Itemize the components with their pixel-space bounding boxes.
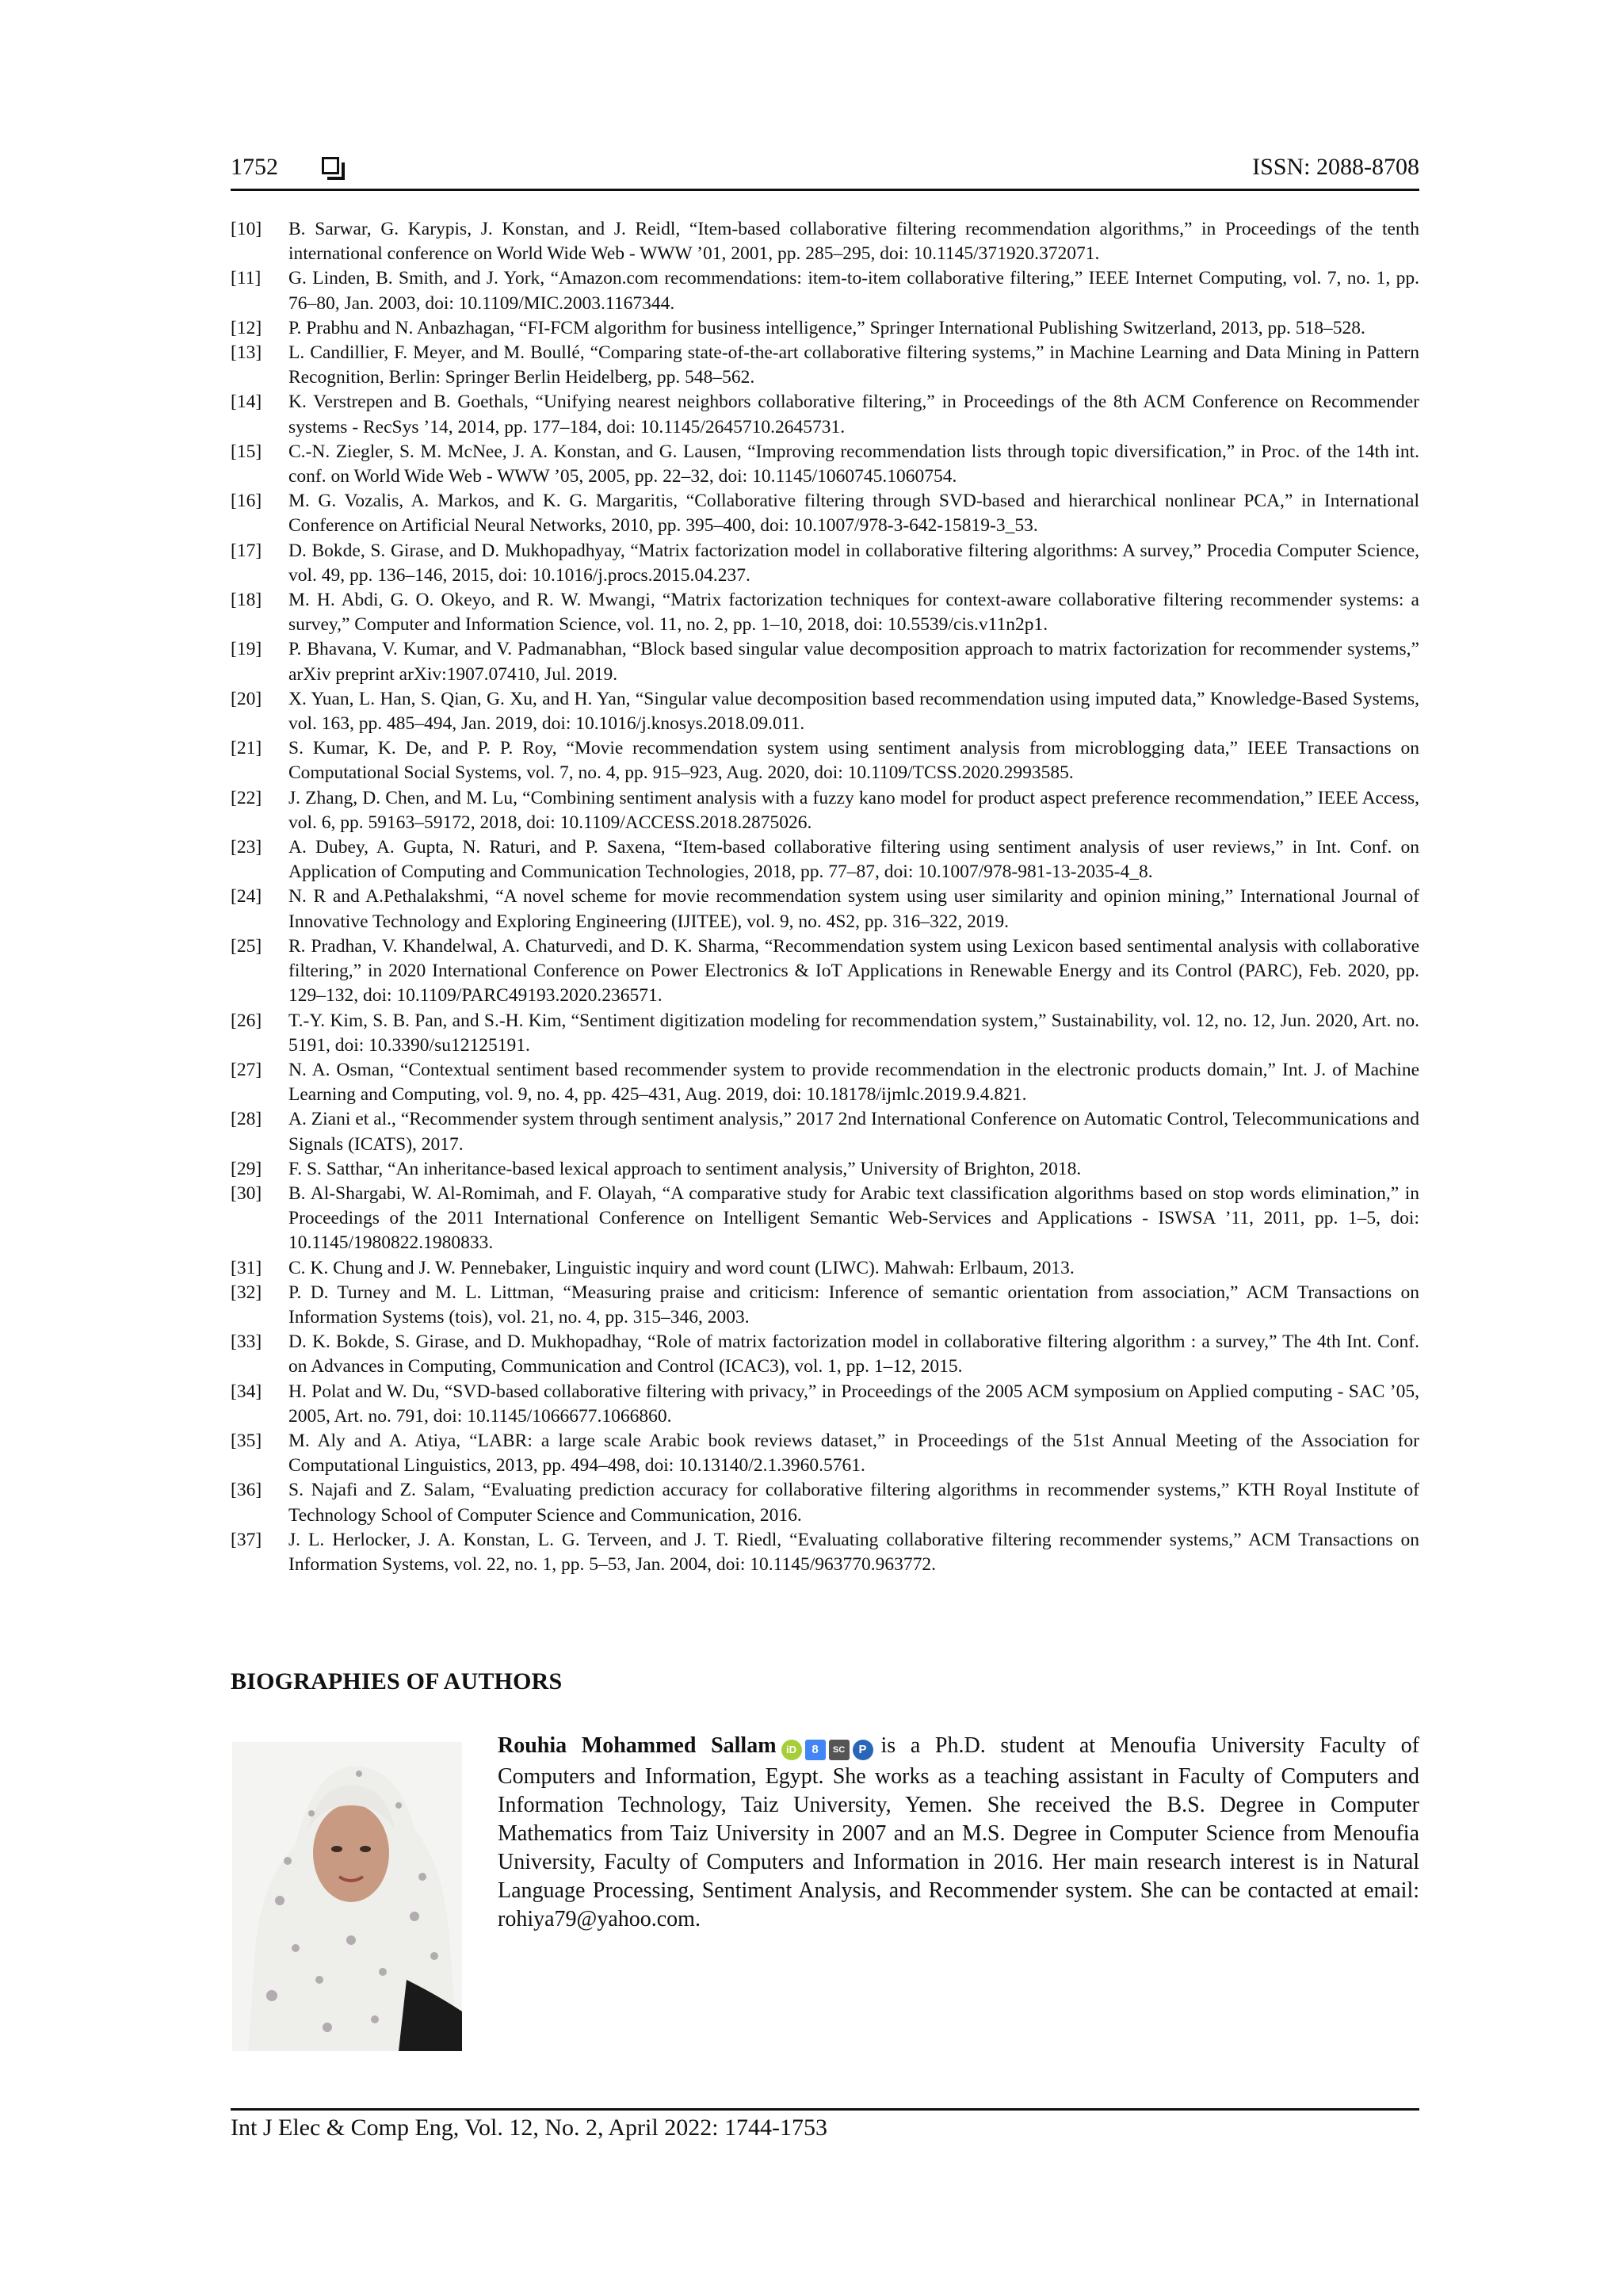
reference-text: B. Al-Shargabi, W. Al-Romimah, and F. Olayah, “A comparative study for Arabic text classification algorithms based on stop words elimination,” in Proceedings of the 2011 International Conference on Intelligent Semantic Web-Services and Applications - ISWSA ’11, 2011, pp. 1–5, doi: 10.1145/1980822.1980833. [288, 1182, 1419, 1254]
reference-text: P. Bhavana, V. Kumar, and V. Padmanabhan, “Block based singular value decomposition approach to matrix factorization for recommender systems,” arXiv preprint arXiv:1907.07410, Jul. 2019. [288, 639, 1419, 685]
reference-item [231, 884, 1419, 934]
reference-item [231, 1107, 1419, 1156]
reference-item [231, 1528, 1419, 1577]
reference-item [231, 489, 1419, 538]
reference-item [231, 1058, 1419, 1107]
orcid-icon[interactable]: iD [781, 1740, 802, 1760]
page-number: 1752 [231, 154, 278, 180]
google-scholar-icon[interactable]: 8 [805, 1740, 826, 1760]
reference-number: [24] [231, 886, 262, 907]
reference-item [231, 266, 1419, 315]
reference-item [231, 341, 1419, 390]
reference-number: [12] [231, 317, 262, 338]
reference-item [231, 316, 1419, 341]
reference-number: [20] [231, 688, 262, 709]
scopus-icon[interactable]: SC [829, 1740, 850, 1760]
reference-text: D. K. Bokde, S. Girase, and D. Mukhopadhay, “Role of matrix factorization model in collaborative filtering algorithm : a survey,” The 4th Int. Conf. on Advances in Computing, Communication and Control (ICAC3), vol. 1, pp. 1–12, 2015. [288, 1331, 1419, 1377]
reference-item [231, 1429, 1419, 1478]
biographies-heading: BIOGRAPHIES OF AUTHORS [231, 1668, 563, 1694]
author-biography [498, 1732, 1419, 1934]
reference-number: [11] [231, 268, 262, 289]
footer-citation: Int J Elec & Comp Eng, Vol. 12, No. 2, April 2022: 1744-1753 [231, 2115, 828, 2141]
reference-text: P. D. Turney and M. L. Littman, “Measuring praise and criticism: Inference of semantic orientation from association,” ACM Transactions on Information Systems (tois), vol. 21, no. 4, pp. 315–346, 2003. [288, 1282, 1419, 1328]
reference-number: [28] [231, 1109, 262, 1130]
reference-number: [14] [231, 392, 262, 413]
reference-number: [32] [231, 1282, 262, 1303]
reference-item [231, 390, 1419, 439]
reference-number: [15] [231, 441, 262, 462]
reference-item [231, 1256, 1419, 1281]
reference-text: K. Verstrepen and B. Goethals, “Unifying nearest neighbors collaborative filtering,” in Proceedings of the 8th ACM Conference on Recommender systems - RecSys ’14, 2014, pp. 177–184, doi: 10.1145/2645710.2645731. [288, 392, 1419, 437]
reference-item [231, 217, 1419, 266]
reference-item [231, 1157, 1419, 1182]
reference-number: [16] [231, 491, 262, 512]
reference-text: J. L. Herlocker, J. A. Konstan, L. G. Terveen, and J. T. Riedl, “Evaluating collaborative filtering recommender systems,” ACM Transactions on Information Systems, vol. 22, no. 1, pp. 5–53, Jan. 2004, doi: 10.1145/963770.963772. [288, 1529, 1419, 1575]
reference-number: [10] [231, 219, 262, 239]
reference-text: H. Polat and W. Du, “SVD-based collaborative filtering with privacy,” in Proceedings of the 2005 ACM symposium on Applied computing - SAC ’05, 2005, Art. no. 791, doi: 10.1145/1066677.1066860. [288, 1381, 1419, 1427]
reference-number: [13] [231, 342, 262, 364]
reference-item [231, 1478, 1419, 1527]
reference-text: A. Ziani et al., “Recommender system through sentiment analysis,” 2017 2nd International Conference on Automatic Control, Telecommunications and Signals (ICATS), 2017. [288, 1109, 1419, 1155]
reference-item [231, 1009, 1419, 1058]
reference-item [231, 637, 1419, 686]
reference-text: C.-N. Ziegler, S. M. McNee, J. A. Konstan, and G. Lausen, “Improving recommendation lists through topic diversification,” in Proc. of the 14th int. conf. on World Wide Web - WWW ’05, 2005, pp. 22–32, doi: 10.1145/1060745.1060754. [288, 441, 1419, 487]
reference-item [231, 736, 1419, 785]
reference-number: [27] [231, 1059, 262, 1080]
reference-list [231, 217, 1419, 1577]
reference-item [231, 588, 1419, 637]
reference-number: [35] [231, 1430, 262, 1451]
reference-number: [37] [231, 1529, 262, 1550]
reference-text: D. Bokde, S. Girase, and D. Mukhopadhyay, “Matrix factorization model in collaborative filtering algorithms: A survey,” Procedia Computer Science, vol. 49, pp. 136–146, 2015, doi: 10.1016/j.procs.2015.04.237. [288, 540, 1419, 586]
page-header [231, 149, 1419, 191]
reference-number: [26] [231, 1010, 262, 1031]
author-bio-text: is a Ph.D. student at Menoufia University Faculty of Computers and Information, Egypt. She works as a teaching assistant in Faculty of Computers and Information Technology, Taiz University, Yemen. She received the B.S. Degree in Computer Mathematics from Taiz University in 2007 and an M.S. Degree in Computer Science from Menoufia University, Faculty of Computers and Information in 2016. Her main research interest is in Natural Language Processing, Sentiment Analysis, and Recommender system. She can be contacted at email: rohiya79@yahoo.com. [498, 1733, 1420, 1931]
reference-number: [25] [231, 935, 262, 957]
reference-number: [33] [231, 1331, 262, 1353]
reference-number: [34] [231, 1381, 262, 1402]
issn: ISSN: 2088-8708 [1252, 154, 1419, 180]
reference-text: X. Yuan, L. Han, S. Qian, G. Xu, and H. Yan, “Singular value decomposition based recommendation using imputed data,” Knowledge-Based Systems, vol. 163, pp. 485–494, Jan. 2019, doi: 10.1016/j.knosys.2018.09.011. [288, 688, 1419, 735]
reference-text: R. Pradhan, V. Khandelwal, A. Chaturvedi, and D. K. Sharma, “Recommendation system using Lexicon based sentimental analysis with collaborative filtering,” in 2020 International Conference on Power Electronics & IoT Applications in Renewable Energy and its Control (PARC), Feb. 2020, pp. 129–132, doi: 10.1109/PARC49193.2020.236571. [288, 935, 1419, 1007]
reference-text: T.-Y. Kim, S. B. Pan, and S.-H. Kim, “Sentiment digitization modeling for recommendation system,” Sustainability, vol. 12, no. 12, Jun. 2020, Art. no. 5191, doi: 10.3390/su12125191. [288, 1010, 1419, 1056]
reference-item [231, 539, 1419, 588]
reference-text: M. G. Vozalis, A. Markos, and K. G. Margaritis, “Collaborative filtering through SVD-based and hierarchical nonlinear PCA,” in International Conference on Artificial Neural Networks, 2010, pp. 395–400, doi: 10.1007/978-3-642-15819-3_53. [288, 491, 1419, 537]
reference-item [231, 1330, 1419, 1379]
reference-item [231, 440, 1419, 489]
reference-text: G. Linden, B. Smith, and J. York, “Amazon.com recommendations: item-to-item collaborative filtering,” IEEE Internet Computing, vol. 7, no. 1, pp. 76–80, Jan. 2003, doi: 10.1109/MIC.2003.1167344. [288, 268, 1419, 314]
author-profile-links [781, 1734, 876, 1763]
author-name: Rouhia Mohammed Sallam [498, 1733, 777, 1758]
reference-number: [30] [231, 1182, 262, 1204]
reference-text: F. S. Satthar, “An inheritance-based lexical approach to sentiment analysis,” University of Brighton, 2018. [288, 1158, 1082, 1179]
reference-number: [36] [231, 1480, 262, 1501]
reference-text: M. H. Abdi, G. O. Okeyo, and R. W. Mwangi, “Matrix factorization techniques for context-aware collaborative filtering recommender systems: a survey,” Computer and Information Science, vol. 11, no. 2, pp. 1–10, 2018, doi: 10.5539/cis.v11n2p1. [288, 590, 1419, 636]
reference-item [231, 1281, 1419, 1330]
author-photo [232, 1742, 462, 2051]
reference-item [231, 1380, 1419, 1429]
reference-item [231, 687, 1419, 736]
reference-text: S. Kumar, K. De, and P. P. Roy, “Movie recommendation system using sentiment analysis from microblogging data,” IEEE Transactions on Computational Social Systems, vol. 7, no. 4, pp. 915–923, Aug. 2020, doi: 10.1109/TCSS.2020.2993585. [288, 738, 1419, 784]
reference-item [231, 786, 1419, 835]
reference-number: [31] [231, 1257, 262, 1278]
reference-item [231, 934, 1419, 1009]
reference-text: B. Sarwar, G. Karypis, J. Konstan, and J. Reidl, “Item-based collaborative filtering recommendation algorithms,” in Proceedings of the tenth international conference on World Wide Web - WWW ’01, 2001, pp. 285–295, doi: 10.1145/371920.372071. [288, 219, 1419, 265]
square-bullet-icon [322, 157, 339, 174]
reference-number: [18] [231, 590, 262, 611]
reference-number: [17] [231, 540, 262, 561]
publons-icon[interactable]: P [853, 1740, 873, 1760]
author-portrait-image [232, 1742, 462, 2051]
reference-item [231, 835, 1419, 884]
reference-number: [19] [231, 639, 262, 660]
reference-text: N. R and A.Pethalakshmi, “A novel scheme for movie recommendation system using user similarity and opinion mining,” International Journal of Innovative Technology and Exploring Engineering (IJITEE), vol. 9, no. 4S2, pp. 316–322, 2019. [288, 886, 1419, 932]
reference-item [231, 1182, 1419, 1256]
footer-rule [231, 2108, 1419, 2111]
reference-text: N. A. Osman, “Contextual sentiment based recommender system to provide recommendation in the electronic products domain,” Int. J. of Machine Learning and Computing, vol. 9, no. 4, pp. 425–431, Aug. 2019, doi: 10.18178/ijmlc.2019.9.4.821. [288, 1059, 1419, 1106]
reference-text: J. Zhang, D. Chen, and M. Lu, “Combining sentiment analysis with a fuzzy kano model for product aspect preference recommendation,” IEEE Access, vol. 6, pp. 59163–59172, 2018, doi: 10.1109/ACCESS.2018.2875026. [288, 787, 1419, 833]
reference-number: [23] [231, 837, 262, 858]
reference-text: L. Candillier, F. Meyer, and M. Boullé, “Comparing state-of-the-art collaborative filtering systems,” in Machine Learning and Data Mining in Pattern Recognition, Berlin: Springer Berlin Heidelberg, pp. 548–562. [288, 342, 1419, 388]
reference-text: A. Dubey, A. Gupta, N. Raturi, and P. Saxena, “Item-based collaborative filtering using sentiment analysis of user reviews,” in Int. Conf. on Application of Computing and Communication Technologies, 2018, pp. 77–87, doi: 10.1007/978-981-13-2035-4_8. [288, 837, 1419, 883]
reference-number: [21] [231, 738, 262, 759]
reference-number: [29] [231, 1158, 262, 1179]
reference-text: M. Aly and A. Atiya, “LABR: a large scale Arabic book reviews dataset,” in Proceedings of the 51st Annual Meeting of the Association for Computational Linguistics, 2013, pp. 494–498, doi: 10.13140/2.1.3960.5761. [288, 1430, 1419, 1477]
reference-number: [22] [231, 787, 262, 808]
reference-text: C. K. Chung and J. W. Pennebaker, Linguistic inquiry and word count (LIWC). Mahwah: Erlbaum, 2013. [288, 1257, 1075, 1278]
reference-text: S. Najafi and Z. Salam, “Evaluating prediction accuracy for collaborative filtering algorithms in recommender systems,” KTH Royal Institute of Technology School of Computer Science and Communication, 2016. [288, 1480, 1419, 1526]
reference-text: P. Prabhu and N. Anbazhagan, “FI-FCM algorithm for business intelligence,” Springer International Publishing Switzerland, 2013, pp. 518–528. [288, 317, 1365, 338]
